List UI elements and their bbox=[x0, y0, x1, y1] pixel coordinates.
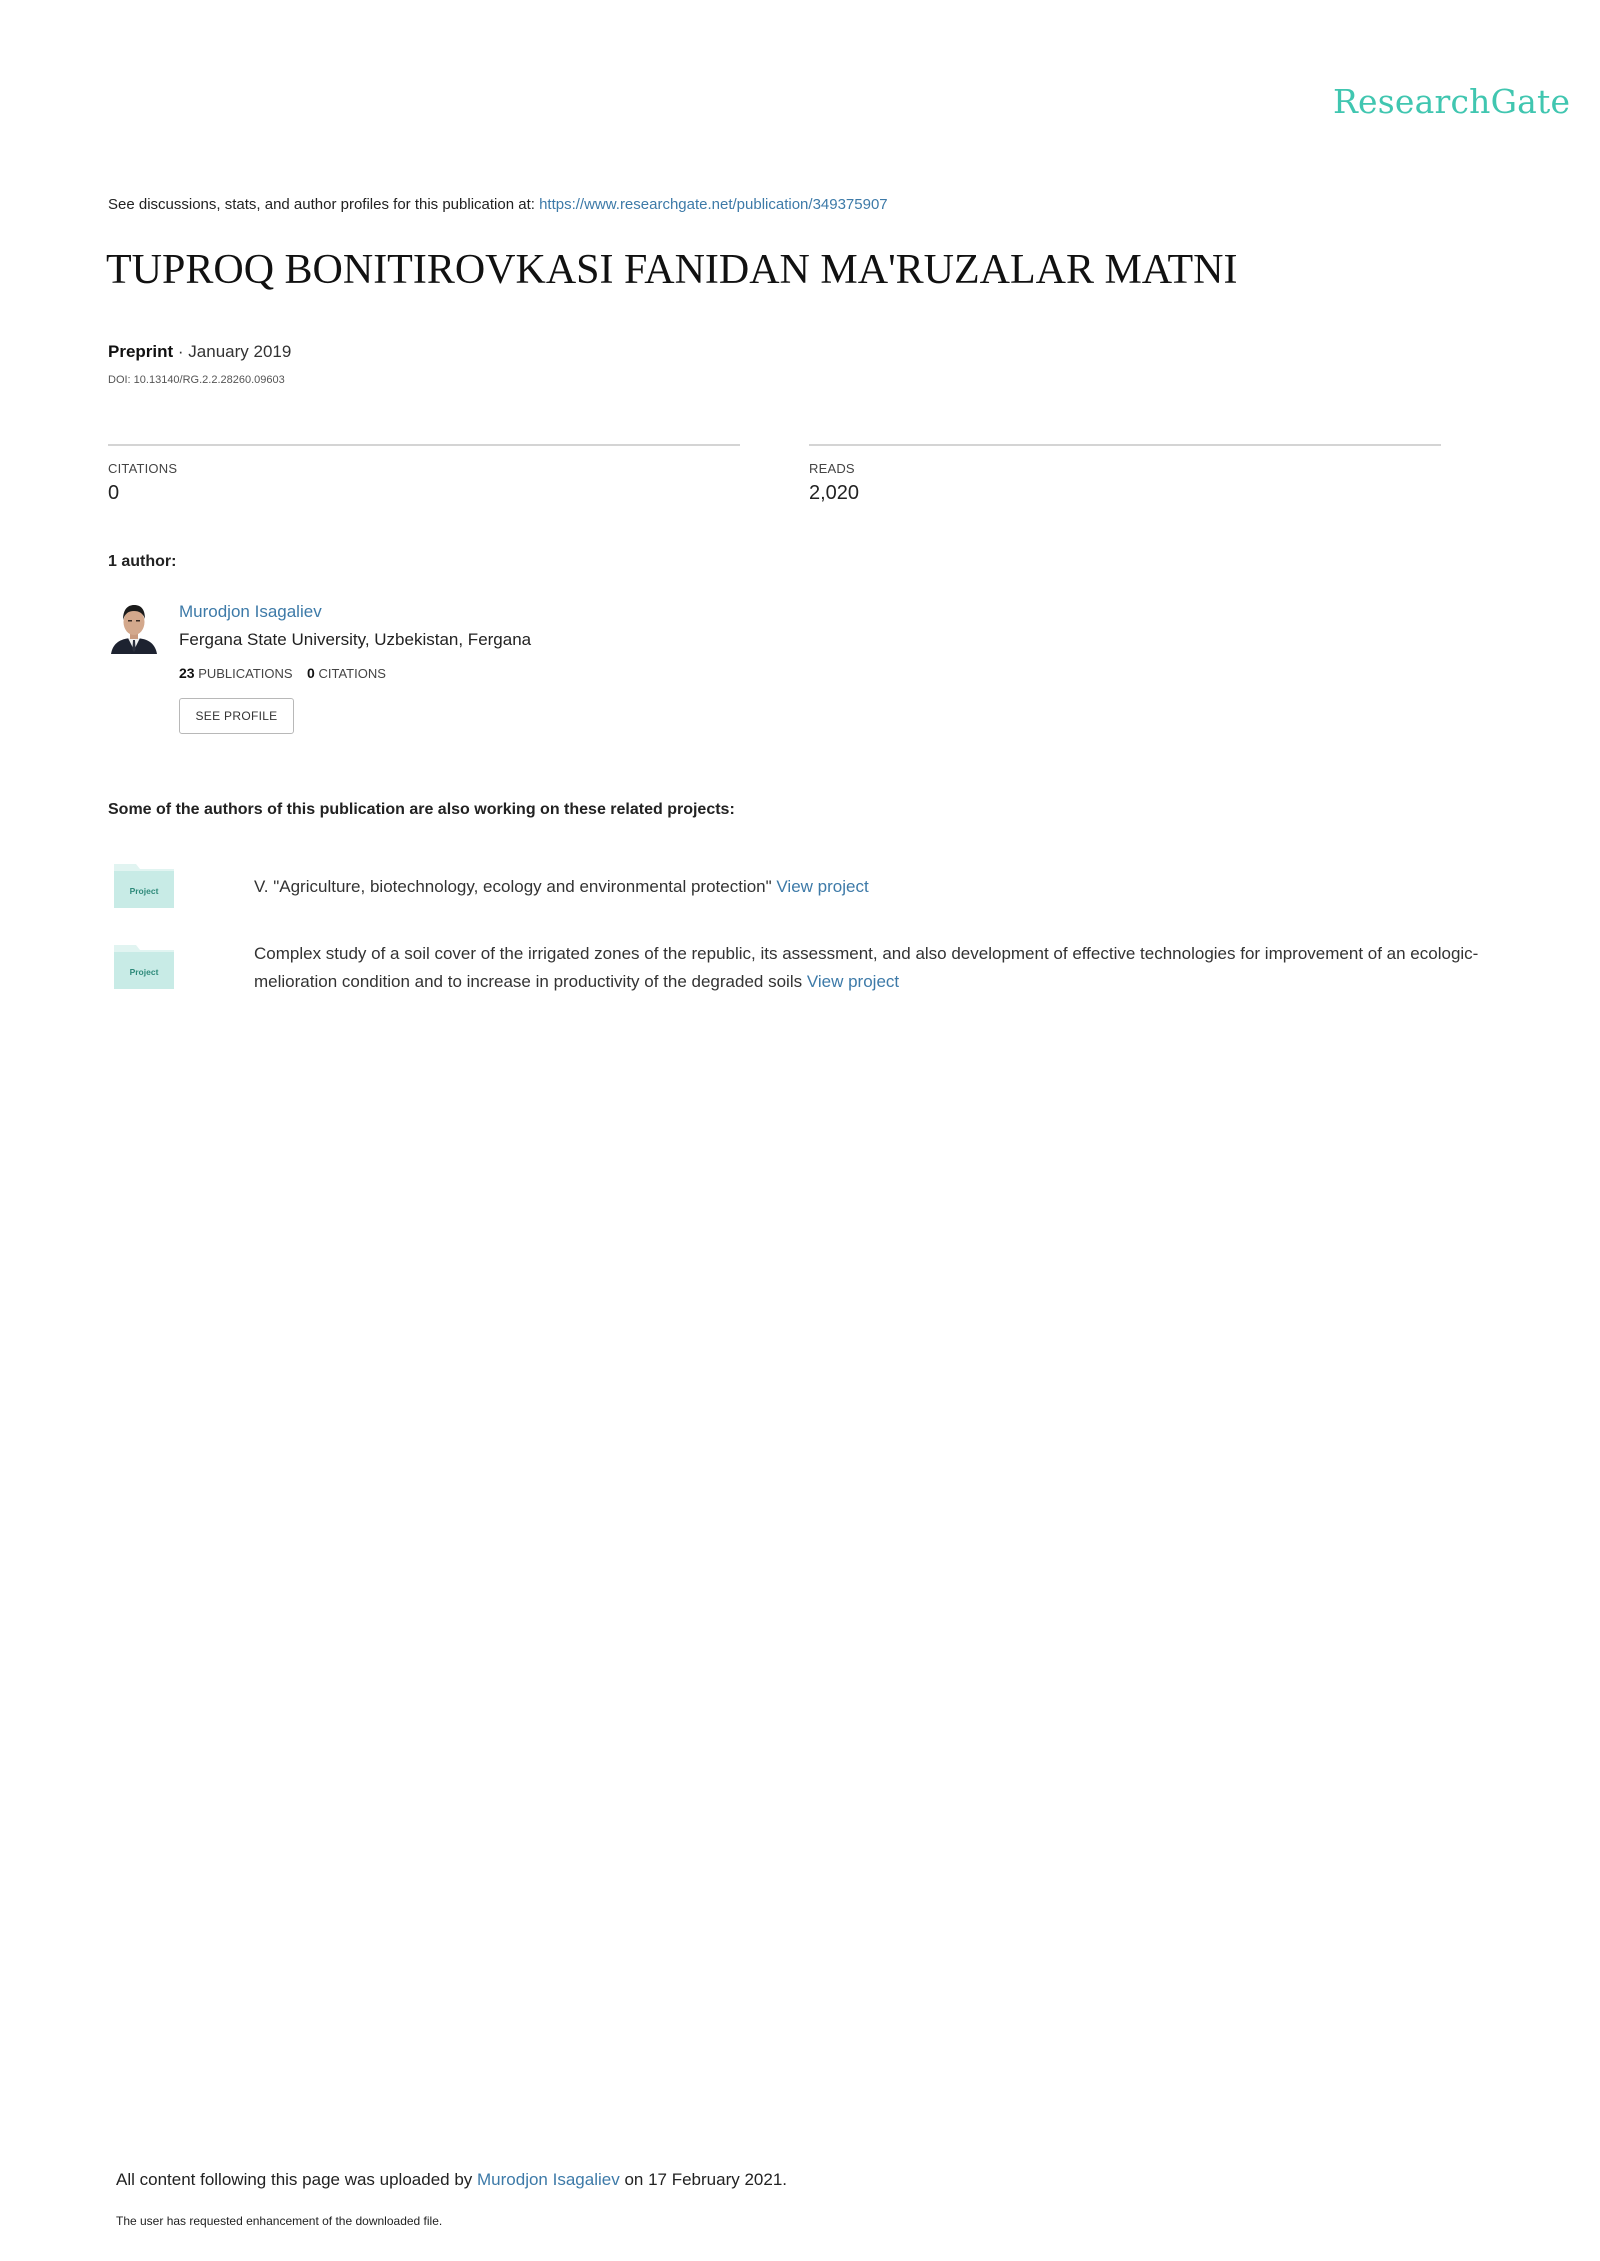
citations-divider bbox=[108, 444, 740, 446]
publication-type: Preprint bbox=[108, 342, 174, 361]
publication-url-link[interactable]: https://www.researchgate.net/publication/349375907 bbox=[539, 196, 888, 213]
project-folder-icon bbox=[114, 941, 174, 989]
publications-label: PUBLICATIONS bbox=[198, 666, 293, 681]
upload-suffix: on 17 February 2021. bbox=[619, 2170, 787, 2189]
publication-meta bbox=[108, 342, 291, 362]
related-project-item bbox=[254, 873, 1484, 901]
project-folder-icon bbox=[114, 860, 174, 908]
publication-doi: DOI: 10.13140/RG.2.2.28260.09603 bbox=[108, 374, 285, 386]
intro-text: See discussions, stats, and author profiles for this publication at: bbox=[108, 196, 540, 213]
upload-info bbox=[116, 2170, 787, 2190]
publication-date: January 2019 bbox=[188, 342, 292, 361]
meta-separator: · bbox=[173, 342, 189, 361]
author-citations-label: CITATIONS bbox=[318, 666, 386, 681]
uploader-link[interactable]: Murodjon Isagaliev bbox=[477, 2170, 620, 2189]
reads-divider bbox=[809, 444, 1441, 446]
project-folder-label: Project bbox=[129, 886, 159, 896]
author-citations-count: 0 bbox=[307, 665, 315, 681]
view-project-link[interactable]: View project bbox=[806, 972, 900, 991]
project-folder-label: Project bbox=[129, 967, 159, 977]
citations-label: CITATIONS bbox=[108, 461, 178, 476]
publications-count: 23 bbox=[179, 665, 195, 681]
related-projects-heading: Some of the authors of this publication are also working on these related projects: bbox=[108, 801, 735, 818]
author-affiliation: Fergana State University, Uzbekistan, Fergana bbox=[179, 630, 532, 649]
upload-prefix: All content following this page was uploaded by bbox=[116, 2170, 478, 2189]
intro-line bbox=[108, 196, 888, 213]
related-project-item bbox=[254, 940, 1484, 996]
publication-title: TUPROQ BONITIROVKASI FANIDAN MA'RUZALAR MATNI bbox=[106, 247, 1238, 293]
author-name-link[interactable]: Murodjon Isagaliev bbox=[179, 602, 322, 621]
author-metrics bbox=[179, 665, 386, 681]
author-avatar[interactable] bbox=[108, 598, 160, 656]
reads-label: READS bbox=[809, 461, 855, 476]
view-project-link[interactable]: View project bbox=[776, 877, 869, 896]
researchgate-logo[interactable]: ResearchGate bbox=[1333, 82, 1571, 121]
project-description: Complex study of a soil cover of the irrigated zones of the republic, its assessment, and also development of effective technologies for improvement of an ecologic-melioration condition and to increase in productivity of the degraded soils bbox=[254, 944, 1479, 991]
authors-heading: 1 author: bbox=[108, 553, 177, 570]
see-profile-button[interactable]: SEE PROFILE bbox=[179, 698, 294, 734]
reads-value: 2,020 bbox=[809, 482, 860, 504]
citations-value: 0 bbox=[108, 482, 120, 504]
project-description: V. "Agriculture, biotechnology, ecology and environmental protection" bbox=[254, 877, 777, 896]
enhancement-note: The user has requested enhancement of the downloaded file. bbox=[116, 2214, 443, 2228]
